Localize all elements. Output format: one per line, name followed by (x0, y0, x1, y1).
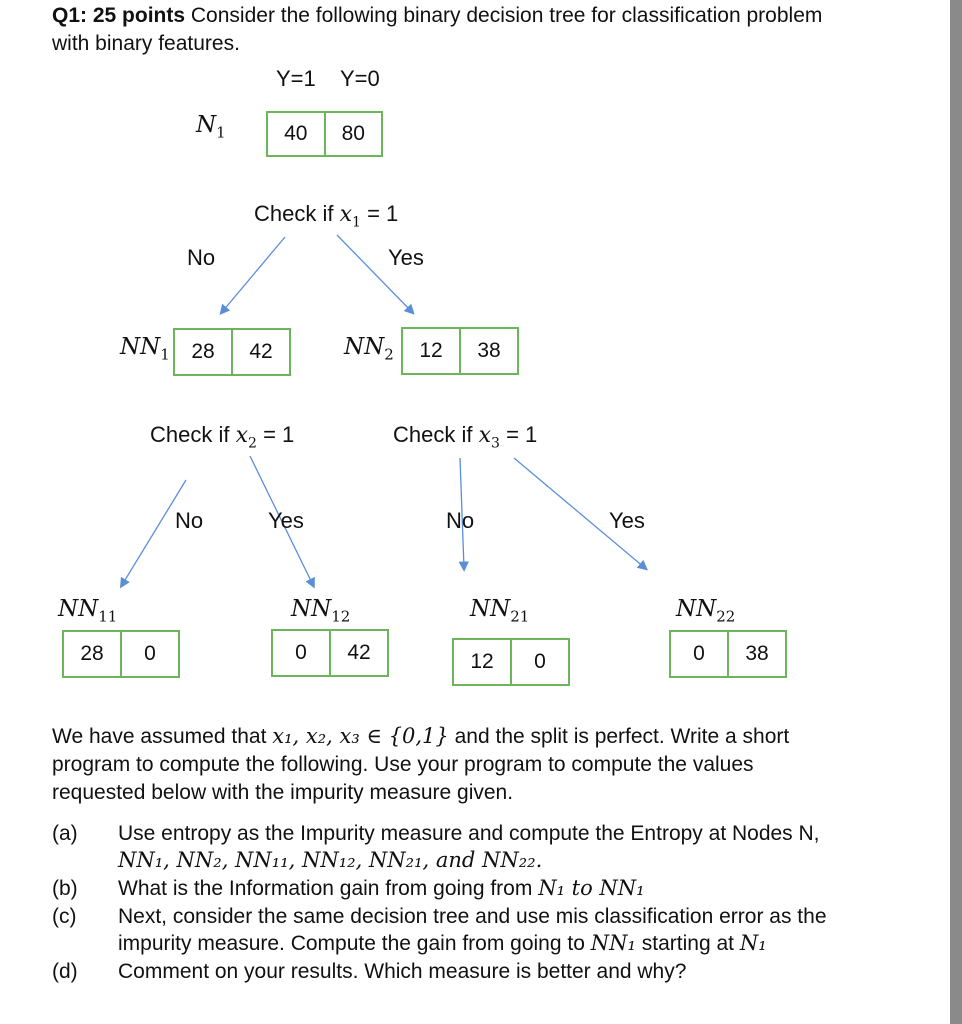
class-label-y1: Y=1 (276, 66, 316, 91)
nn2-count-y0: 38 (459, 329, 517, 373)
node-label-nn22: $NN_{22}$ (676, 596, 736, 626)
node-box-nn22 (669, 630, 787, 678)
node-label-nn2: $NN_2$ (344, 334, 394, 364)
question-number: Q1: (52, 4, 88, 27)
split-3: Check if $x_3 = 1$ (393, 422, 538, 452)
feature-domain-math: x₁, x₂, x₃ ∈ {0,1} (272, 724, 449, 748)
nn2-count-y1: 12 (419, 339, 443, 362)
node-label-nn21: $NN_{21}$ (470, 596, 530, 626)
node-box-nn12 (271, 629, 389, 677)
page-edge-scrollbar[interactable] (950, 0, 962, 1024)
branch-no-2: No (175, 508, 204, 533)
n1-count-y0: 80 (324, 113, 382, 155)
node-box-nn2 (401, 327, 519, 375)
node-label-n1: $N_1$ (196, 112, 226, 142)
node-box-nn1 (173, 328, 291, 376)
question-item-b: (b) What is the Information gain from going from N₁ to NN₁ (52, 876, 645, 900)
node-box-nn21 (452, 638, 570, 686)
nn21-count-y0: 0 (510, 640, 568, 684)
node-label-nn11: $NN_{11}$ (58, 596, 118, 626)
question-item-d: (d) Comment on your results. Which measure is better and why? (52, 960, 687, 983)
nn11-count-y1: 28 (80, 642, 104, 665)
node-label-nn12: $NN_{12}$ (291, 596, 351, 626)
branch-yes-2: Yes (268, 508, 304, 533)
nn11-count-y0: 0 (120, 632, 178, 676)
question-text: Consider the following binary decision tree for classification problem with binary features. (52, 4, 823, 55)
question-list (52, 820, 872, 986)
nn21-count-y1: 12 (470, 650, 494, 673)
node-label-nn1: $NN_1$ (120, 334, 170, 364)
question-points: 25 points (92, 4, 186, 27)
nn1-count-y1: 28 (191, 340, 215, 363)
class-label-y0: Y=0 (340, 66, 380, 91)
description-paragraph: We have assumed that x₁, x₂, x₃ ∈ {0,1} and the split is perfect. Write a short program to compute the following. Use your program to compute the values requested below with the impurity measure given. (52, 724, 790, 804)
branch-no-1: No (187, 245, 216, 270)
nn1-count-y0: 42 (231, 330, 289, 374)
nn12-count-y1: 0 (295, 641, 307, 664)
split-2: Check if $x_2 = 1$ (150, 422, 295, 452)
n1-count-y1: 40 (284, 122, 308, 145)
nn22-count-y0: 38 (727, 632, 785, 676)
edge-n1-no (222, 237, 285, 312)
nn12-count-y0: 42 (329, 631, 387, 675)
question-item-c: (c) Next, consider the same decision tree and use mis classification error as the impurity measure. Compute the gain from going to NN₁ starting at N₁ (52, 905, 827, 955)
nn22-count-y1: 0 (693, 642, 705, 665)
branch-yes-3: Yes (609, 508, 645, 533)
question-item-a: (a) Use entropy as the Impurity measure and compute the Entropy at Nodes N, NN₁, NN₂, NN₁₁, NN₁₂, NN₂₁, and NN₂₂. (52, 822, 820, 872)
branch-no-3: No (446, 508, 475, 533)
node-box-n1 (266, 111, 383, 157)
split-1: Check if $x_1 = 1$ (254, 201, 399, 231)
node-box-nn11 (62, 630, 180, 678)
branch-yes-1: Yes (388, 245, 424, 270)
